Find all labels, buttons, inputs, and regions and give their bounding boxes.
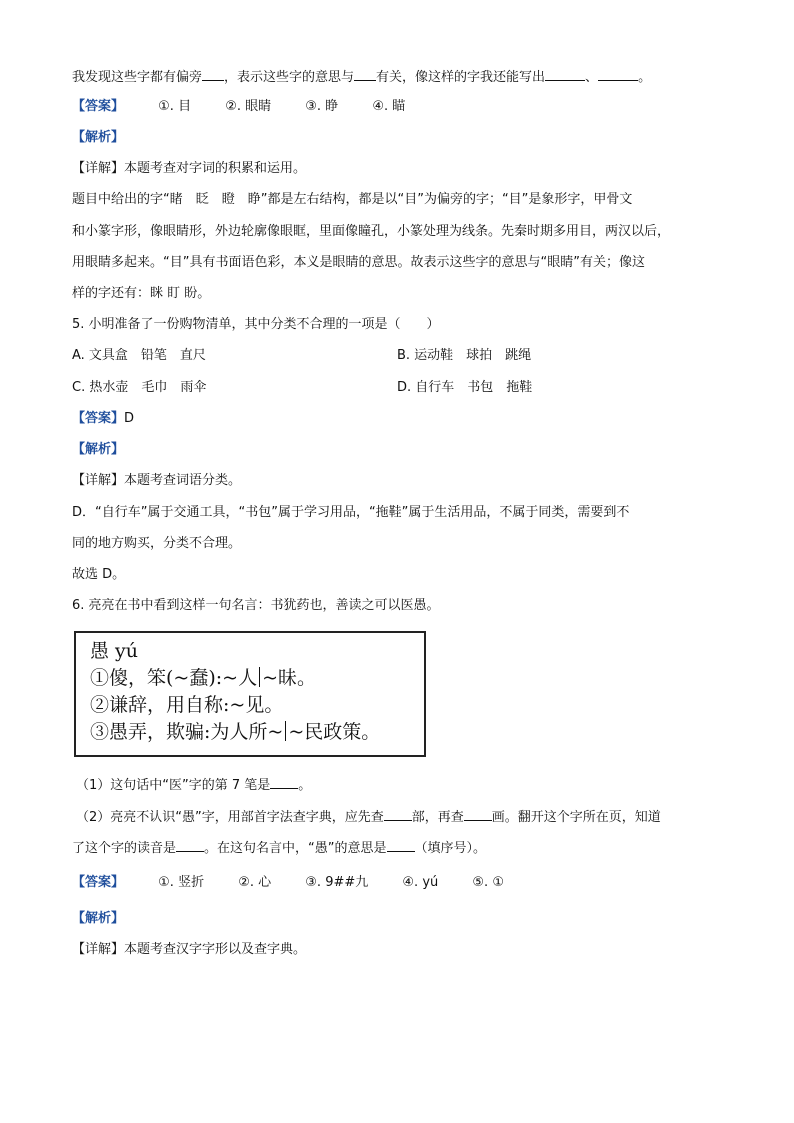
q4-fill-line [72, 66, 651, 88]
dict-sense-3-part: ~民政策。 [288, 721, 381, 743]
dict-sense-3-part: ③愚弄，欺骗:为人所~ [90, 721, 284, 743]
text-segment: 有关，像这样的字我还能写出 [376, 70, 546, 85]
q5-stem: 5. 小明准备了一份购物清单，其中分类不合理的一项是（ ） [72, 317, 440, 332]
separator-bar [259, 667, 260, 687]
answer-item: ④. 瞄 [372, 99, 406, 114]
dict-sense-1 [90, 666, 316, 690]
text-segment: ，表示这些字的意思与 [224, 70, 355, 85]
analysis-tag: 【解析】 [72, 911, 125, 926]
dict-sense-1-part: ~昧。 [262, 667, 316, 689]
q6-detail-line [72, 940, 306, 960]
answer-item: ③. 睁 [305, 99, 339, 114]
answer-blank [384, 806, 412, 821]
answer-blank [598, 66, 638, 81]
answer-blank [464, 806, 492, 821]
q4-answer-line [72, 97, 405, 117]
detail-tag: 【详解】 [72, 161, 125, 176]
answer-blank [354, 66, 376, 81]
answer-item: ③. 9##九 [305, 875, 369, 890]
text-segment: 画。翻开这个字所在页，知道 [491, 810, 661, 825]
q4-paragraph-line: 样的字还有：眯 盯 盼。 [72, 286, 211, 301]
answer-blank [176, 837, 204, 852]
text-segment: 部，再查 [411, 810, 464, 825]
separator-bar [285, 721, 286, 741]
text-segment: 、 [585, 70, 599, 85]
answer-blank [545, 66, 585, 81]
option-c: C. 热水壶 毛巾 雨伞 [72, 380, 207, 395]
dict-headword: 愚 yú [90, 640, 139, 662]
answer-tag: 【答案】 [72, 99, 125, 114]
answer-tag: 【答案】 [72, 411, 125, 426]
detail-tag: 【详解】 [72, 473, 125, 488]
q4-paragraph-line: 题目中给出的字“睹 眨 瞪 睁”都是左右结构，都是以“目”为偏旁的字；“目”是象形字，甲骨文 [72, 192, 633, 207]
dictionary-entry-box [74, 631, 426, 757]
q5-detail-line [72, 471, 241, 491]
answer-item: ①. 竖折 [158, 875, 205, 890]
option-a: A. 文具盒 铅笔 直尺 [72, 348, 206, 363]
text-segment: 。在这句名言中，“愚”的意思是 [204, 841, 387, 856]
text-segment: 。 [298, 778, 312, 793]
text-segment: （2）亮亮不认识“愚”字，用部首字法查字典，应先查 [76, 810, 384, 825]
answer-item: ④. yú [402, 875, 439, 890]
q5-analysis-tag [72, 440, 124, 460]
dict-sense-1-part: ①傻，笨(~蠢):~人 [90, 667, 258, 689]
answer-item: ②. 心 [238, 875, 272, 890]
q6-analysis-tag [72, 909, 124, 929]
q4-paragraph-line: 用眼睛多起来。“目”具有书面语色彩，本义是眼睛的意思。故表示这些字的意思与“眼睛”有关；像这 [72, 255, 645, 270]
analysis-tag: 【解析】 [72, 442, 125, 457]
q5-paragraph-line: D．“自行车”属于交通工具，“书包”属于学习用品，“拖鞋”属于生活用品，不属于同类，需要到不 [72, 505, 630, 520]
detail-text: 本题考查汉字字形以及查字典。 [124, 942, 307, 957]
answer-tag: 【答案】 [72, 875, 125, 890]
answer-value: D [124, 411, 135, 426]
answer-blank [270, 774, 298, 789]
text-segment: 了这个字的读音是 [72, 841, 177, 856]
answer-item: ⑤. ① [472, 875, 504, 890]
q5-answer-line [72, 409, 134, 429]
answer-blank [387, 837, 415, 852]
q6-sub2-line1 [76, 806, 661, 828]
text-segment: （填序号）。 [414, 841, 487, 856]
answer-item: ①. 目 [158, 99, 192, 114]
detail-text: 本题考查对字词的积累和运用。 [124, 161, 307, 176]
detail-text: 本题考查词语分类。 [124, 473, 242, 488]
analysis-tag: 【解析】 [72, 130, 125, 145]
answer-item: ②. 眼睛 [225, 99, 272, 114]
q5-conclusion: 故选 D。 [72, 567, 126, 582]
option-d: D. 自行车 书包 拖鞋 [397, 380, 533, 395]
text-segment: 。 [638, 70, 652, 85]
dict-sense-3 [90, 720, 380, 744]
detail-tag: 【详解】 [72, 942, 125, 957]
q4-detail-line [72, 159, 306, 179]
q6-stem: 6. 亮亮在书中看到这样一句名言：书犹药也，善读之可以医愚。 [72, 598, 440, 613]
q6-sub2-line2 [72, 837, 486, 859]
option-b: B. 运动鞋 球拍 跳绳 [397, 348, 532, 363]
text-segment: 我发现这些字都有偏旁 [72, 70, 203, 85]
q5-paragraph-line: 同的地方购买，分类不合理。 [72, 536, 242, 551]
q6-answer-line [72, 873, 504, 893]
q6-sub1 [76, 774, 311, 796]
answer-blank [202, 66, 224, 81]
dict-sense-2: ②谦辞，用自称:~见。 [90, 694, 284, 716]
q4-paragraph-line: 和小篆字形，像眼睛形，外边轮廓像眼眶，里面像瞳孔，小篆处理为线条。先秦时期多用目，两汉以后， [72, 224, 671, 239]
q4-analysis-tag [72, 128, 124, 148]
text-segment: （1）这句话中“医”字的第 7 笔是 [76, 778, 271, 793]
